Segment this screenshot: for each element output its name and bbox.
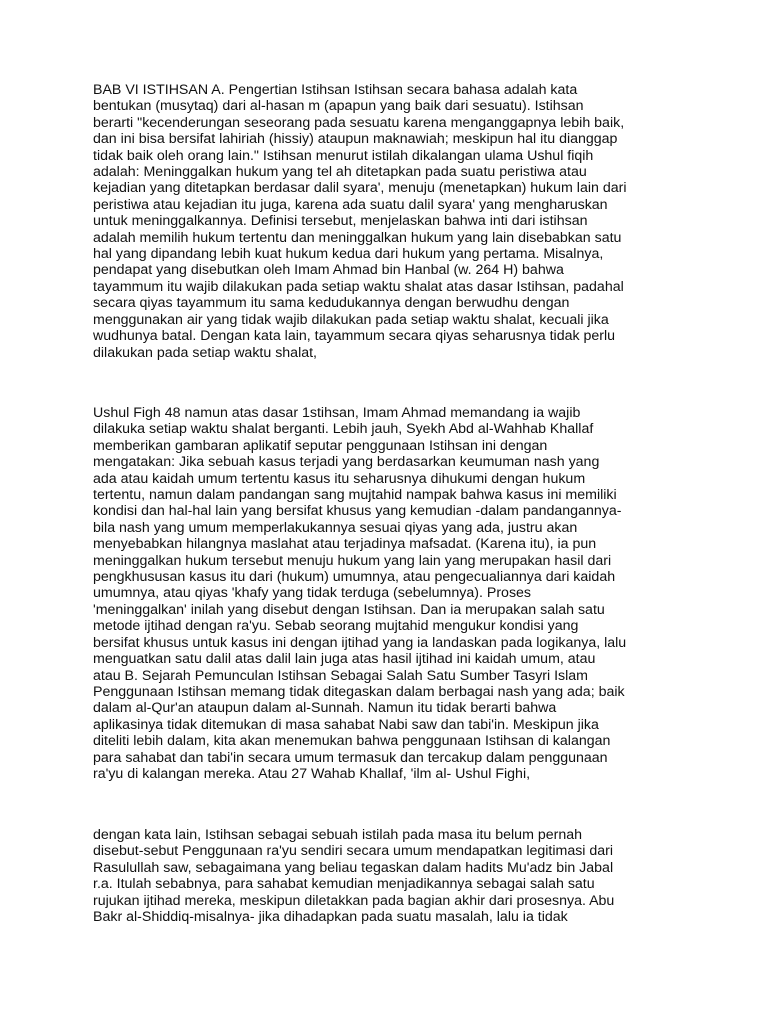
paragraph-3 <box>93 827 693 925</box>
text-line: peristiwa atau kejadian itu juga, karena ada suatu dalil syara' yang mengharuskan <box>93 196 608 213</box>
text-line: dengan kata lain, Istihsan sebagai sebuah istilah pada masa itu belum pernah <box>93 827 583 843</box>
text-line: bersifat khusus untuk kasus ini dengan ijtihad yang ia landaskan pada logikanya, lalu <box>93 634 627 651</box>
text-line: umumnya, atau qiyas 'khafy yang tidak terduga (sebelumnya). Proses <box>93 585 532 602</box>
text-line: metode ijtihad dengan ra'yu. Sebab seorang mujtahid mengukur kondisi yang <box>93 618 579 635</box>
text-line: diteliti lebih dalam, kita akan menemukan bahwa penggunaan Istihsan di kalangan <box>93 733 611 750</box>
text-line: meninggalkan hukum tersebut menuju hukum yang lain yang merupakan hasil dari <box>93 552 612 569</box>
text-line: Ushul Figh 48 namun atas dasar 1stihsan, Imam Ahmad memandang ia wajib <box>93 405 581 421</box>
paragraph-1 <box>93 82 693 361</box>
text-line: dilakuka setiap waktu shalat berganti. Lebih jauh, Syekh Abd al-Wahhab Khallaf <box>93 421 594 438</box>
text-line: bentukan (musytaq) dari al-hasan m (apapun yang baik dari sesuatu). Istihsan <box>93 98 584 115</box>
text-line: Rasulullah saw, sebagaimana yang beliau tegaskan dalam hadits Mu'adz bin Jabal <box>93 859 614 876</box>
text-line: atau B. Sejarah Pemunculan Istihsan Sebagai Salah Satu Sumber Tasyri Islam <box>93 667 589 684</box>
text-line: Bakr al-Shiddiq-misalnya- jika dihadapkan pada suatu masalah, lalu ia tidak <box>93 909 568 926</box>
text-line: memberikan gambaran aplikatif seputar penggunaan Istihsan ini dengan <box>93 437 548 454</box>
text-line: dilakukan pada setiap waktu shalat, <box>93 344 317 361</box>
text-line: r.a. Itulah sebabnya, para sahabat kemudian menjadikannya sebagai salah satu <box>93 876 595 893</box>
text-line: pengkhususan kasus itu dari (hukum) umumnya, atau pengecualiannya dari kaidah <box>93 569 616 586</box>
text-line: menyebabkan hilangnya maslahat atau terjadinya mafsadat. (Karena itu), ia pun <box>93 536 597 553</box>
text-line: menguatkan satu dalil atas dalil lain juga atas hasil ijtihad ini kaidah umum, atau <box>93 651 596 668</box>
text-line: BAB VI ISTIHSAN A. Pengertian Istihsan Istihsan secara bahasa adalah kata <box>93 82 578 98</box>
text-line: hal yang dipandang lebih kuat hukum kedua dari hukum yang pertama. Misalnya, <box>93 246 604 263</box>
text-line: tayammum itu wajib dilakukan pada setiap waktu shalat atas dasar Istihsan, padahal <box>93 278 624 295</box>
text-line: bila nash yang umum memperlakukannya sesuai qiyas yang ada, justru akan <box>93 519 578 536</box>
text-line: kondisi dan hal-hal lain yang bersifat khusus yang kemudian -dalam pandangannya- <box>93 503 622 520</box>
text-line: para sahabat dan tabi'in secara umum termasuk dan tercakup dalam penggunaan <box>93 749 608 766</box>
text-line: pendapat yang disebutkan oleh Imam Ahmad bin Hanbal (w. 264 H) bahwa <box>93 262 564 279</box>
text-line: berarti "kecenderungan seseorang pada sesuatu karena menganggapnya lebih baik, <box>93 114 625 131</box>
text-line: 'meninggalkan' inilah yang disebut dengan Istihsan. Dan ia merupakan salah satu <box>93 601 605 618</box>
text-line: adalah memilih hukum tertentu dan meninggalkan hukum yang lain disebabkan satu <box>93 229 622 246</box>
paragraph-2 <box>93 405 693 782</box>
text-line: rujukan ijtihad mereka, meskipun diletakkan pada bagian akhir dari prosesnya. Abu <box>93 892 615 909</box>
text-line: secara qiyas tayammum itu sama kedudukannya dengan berwudhu dengan <box>93 295 570 312</box>
text-line: ada atau kaidah umum tertentu kasus itu seharusnya dihukumi dengan hukum <box>93 470 586 487</box>
text-line: untuk meninggalkannya. Definisi tersebut, menjelaskan bahwa inti dari istihsan <box>93 213 588 230</box>
text-line: aplikasinya tidak ditemukan di masa sahabat Nabi saw dan tabi'in. Meskipun jika <box>93 716 599 733</box>
text-line: wudhunya batal. Dengan kata lain, tayammum secara qiyas seharusnya tidak perlu <box>93 328 616 345</box>
text-line: dan ini bisa bersifat lahiriah (hissiy) ataupun maknawiah; meskipun hal itu dianggap <box>93 131 618 148</box>
text-line: tertentu, namun dalam pandangan sang mujtahid nampak bahwa kasus ini memiliki <box>93 487 617 504</box>
text-line: menggunakan air yang tidak wajib dilakukan pada setiap waktu shalat, kecuali jika <box>93 311 609 328</box>
text-line: ra'yu di kalangan mereka. Atau 27 Wahab Khallaf, 'ilm al- Ushul Fighi, <box>93 765 531 782</box>
text-line: disebut-sebut Penggunaan ra'yu sendiri secara umum mendapatkan legitimasi dari <box>93 843 614 860</box>
text-line: mengatakan: Jika sebuah kasus terjadi yang berdasarkan keumuman nash yang <box>93 454 600 471</box>
text-line: adalah: Meninggalkan hukum yang tel ah ditetapkan pada suatu peristiwa atau <box>93 164 587 181</box>
text-line: kejadian yang ditetapkan berdasar dalil syara', menuju (menetapkan) hukum lain dari <box>93 180 627 197</box>
text-line: Penggunaan Istihsan memang tidak ditegaskan dalam berbagai nash yang ada; baik <box>93 683 625 700</box>
text-line: dalam al-Qur'an ataupun dalam al-Sunnah. Namun itu tidak berarti bahwa <box>93 700 557 717</box>
text-line: tidak baik oleh orang lain." Istihsan menurut istilah dikalangan ulama Ushul fiqih <box>93 147 594 164</box>
